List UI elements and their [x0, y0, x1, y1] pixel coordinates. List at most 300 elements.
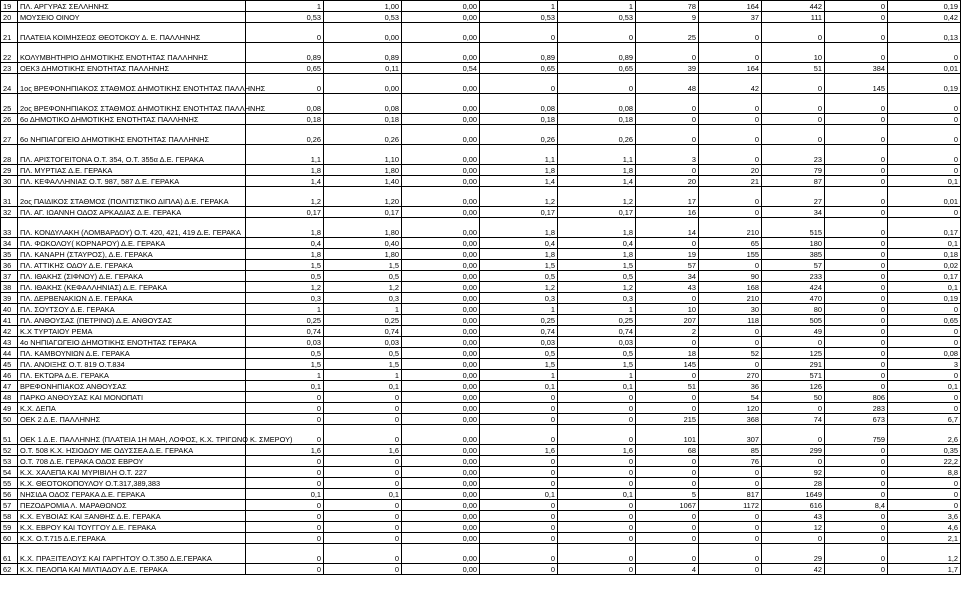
- value-cell: 0,00: [402, 207, 480, 218]
- value-cell: 0: [636, 456, 699, 467]
- table-row: [1, 522, 961, 533]
- location-name: ΝΗΣΙΔΑ ΟΔΟΣ ΓΕΡΑΚΑ Δ.Ε. ΓΕΡΑΚΑ: [18, 489, 246, 500]
- value-cell: 0: [324, 425, 402, 445]
- value-cell: 0: [825, 176, 888, 187]
- value-cell: 34: [762, 207, 825, 218]
- value-cell: 0,3: [480, 293, 558, 304]
- value-cell: 0: [825, 145, 888, 165]
- value-cell: 0: [699, 125, 762, 145]
- table-row: [1, 326, 961, 337]
- value-cell: 0,08: [324, 94, 402, 114]
- value-cell: 0: [636, 43, 699, 63]
- value-cell: 0: [636, 522, 699, 533]
- value-cell: 0,65: [888, 315, 961, 326]
- value-cell: 0: [558, 414, 636, 425]
- value-cell: 21: [699, 176, 762, 187]
- value-cell: 0,1: [324, 381, 402, 392]
- value-cell: 0: [825, 544, 888, 564]
- value-cell: 0: [888, 337, 961, 348]
- table-row: [1, 445, 961, 456]
- value-cell: 90: [699, 271, 762, 282]
- value-cell: 0,00: [402, 337, 480, 348]
- value-cell: 0: [558, 403, 636, 414]
- value-cell: 1: [246, 370, 324, 381]
- value-cell: 0,00: [402, 238, 480, 249]
- value-cell: 0: [246, 425, 324, 445]
- value-cell: 0: [246, 500, 324, 511]
- table-row: [1, 456, 961, 467]
- value-cell: 0,53: [558, 12, 636, 23]
- location-name: ΠΛ. ΑΡΓΥΡΑΣ ΣΕΛΛΗΝΗΣ: [18, 1, 246, 12]
- value-cell: 0,18: [558, 114, 636, 125]
- value-cell: 0: [825, 23, 888, 43]
- value-cell: 20: [699, 165, 762, 176]
- table-row: [1, 478, 961, 489]
- location-name: ΠΕΖΟΔΡΟΜΙΑ Λ. ΜΑΡΑΘΩΝΟΣ: [18, 500, 246, 511]
- location-name: 6ο ΝΗΠΙΑΓΩΓΕΙΟ ΔΗΜΟΤΙΚΗΣ ΕΝΟΤΗΤΑΣ ΠΑΛΛΗΝΗΣ: [18, 125, 246, 145]
- value-cell: 51: [636, 381, 699, 392]
- value-cell: 0,00: [324, 23, 402, 43]
- row-number: 32: [1, 207, 18, 218]
- value-cell: 0: [636, 478, 699, 489]
- value-cell: 10: [762, 43, 825, 63]
- value-cell: 515: [762, 218, 825, 238]
- location-name: 6ο ΔΗΜΟΤΙΚΟ ΔΗΜΟΤΙΚΗΣ ΕΝΟΤΗΤΑΣ ΠΑΛΛΗΝΗΣ: [18, 114, 246, 125]
- value-cell: 0: [699, 207, 762, 218]
- value-cell: 0,5: [480, 348, 558, 359]
- value-cell: 0: [636, 544, 699, 564]
- value-cell: 0: [558, 522, 636, 533]
- value-cell: 0: [324, 544, 402, 564]
- value-cell: 1,6: [480, 445, 558, 456]
- value-cell: 0,00: [402, 456, 480, 467]
- value-cell: 0,19: [888, 1, 961, 12]
- value-cell: 0,53: [480, 12, 558, 23]
- value-cell: 0,00: [402, 74, 480, 94]
- value-cell: 0,3: [246, 293, 324, 304]
- value-cell: 0,00: [402, 425, 480, 445]
- value-cell: 0: [762, 425, 825, 445]
- location-name: Κ.Χ. ΠΡΑΞΙΤΕΛΟΥΣ ΚΑΙ ΓΑΡΓΗΤΟΥ Ο.Τ.350 Δ.Ε.ΓΕΡΑΚΑ: [18, 544, 246, 564]
- row-number: 39: [1, 293, 18, 304]
- row-number: 40: [1, 304, 18, 315]
- value-cell: 1: [480, 1, 558, 12]
- value-cell: 8,4: [825, 500, 888, 511]
- table-row: [1, 63, 961, 74]
- value-cell: 0,1: [888, 238, 961, 249]
- location-name: ΜΟΥΣΕΙΟ ΟΙΝΟΥ: [18, 12, 246, 23]
- value-cell: 1,8: [480, 165, 558, 176]
- value-cell: 0: [888, 370, 961, 381]
- value-cell: 0,03: [558, 337, 636, 348]
- value-cell: 1,80: [324, 165, 402, 176]
- value-cell: 0,00: [402, 370, 480, 381]
- value-cell: 0: [558, 392, 636, 403]
- value-cell: 0,08: [558, 94, 636, 114]
- value-cell: 39: [636, 63, 699, 74]
- value-cell: 0,18: [480, 114, 558, 125]
- value-cell: 0,25: [246, 315, 324, 326]
- row-number: 56: [1, 489, 18, 500]
- value-cell: 0: [246, 392, 324, 403]
- value-cell: 1,8: [480, 218, 558, 238]
- value-cell: 20: [636, 176, 699, 187]
- value-cell: 0,00: [402, 218, 480, 238]
- value-cell: 0,74: [480, 326, 558, 337]
- row-number: 35: [1, 249, 18, 260]
- value-cell: 180: [762, 238, 825, 249]
- value-cell: 0,25: [324, 315, 402, 326]
- value-cell: 0: [888, 392, 961, 403]
- value-cell: 0,74: [558, 326, 636, 337]
- value-cell: 0,3: [558, 293, 636, 304]
- value-cell: 0: [825, 293, 888, 304]
- value-cell: 42: [699, 74, 762, 94]
- value-cell: 1,40: [324, 176, 402, 187]
- value-cell: 27: [762, 187, 825, 207]
- value-cell: 0,00: [402, 1, 480, 12]
- value-cell: 0,1: [480, 489, 558, 500]
- value-cell: 0: [825, 207, 888, 218]
- value-cell: 0: [324, 403, 402, 414]
- value-cell: 0,26: [480, 125, 558, 145]
- value-cell: 1,20: [324, 187, 402, 207]
- value-cell: 0: [699, 260, 762, 271]
- value-cell: 1,5: [246, 359, 324, 370]
- value-cell: 0: [636, 94, 699, 114]
- location-name: ΠΛ. ΚΑΝΑΡΗ (ΣΤΑΥΡΟΣ), Δ.Ε. ΓΕΡΑΚΑ: [18, 249, 246, 260]
- location-name: ΠΛ. ΑΓ. ΙΩΑΝΝΗ ΟΔΟΣ ΑΡΚΑΔΙΑΣ Δ.Ε. ΓΕΡΑΚΑ: [18, 207, 246, 218]
- value-cell: 12: [762, 522, 825, 533]
- value-cell: 291: [762, 359, 825, 370]
- table-row: [1, 165, 961, 176]
- location-name: ΟΕΚ3 ΔΗΜΟΤΙΚΗΣ ΕΝΟΤΗΤΑΣ ΠΑΛΛΗΝΗΣ: [18, 63, 246, 74]
- location-name: Κ.Χ. ΕΥΒΟΙΑΣ ΚΑΙ ΞΑΝΘΗΣ Δ.Ε. ΓΕΡΑΚΑ: [18, 511, 246, 522]
- table-row: [1, 207, 961, 218]
- row-number: 47: [1, 381, 18, 392]
- value-cell: 1: [558, 304, 636, 315]
- value-cell: 0: [246, 533, 324, 544]
- value-cell: 3,6: [888, 511, 961, 522]
- row-number: 48: [1, 392, 18, 403]
- row-number: 23: [1, 63, 18, 74]
- value-cell: 0: [699, 478, 762, 489]
- value-cell: 0: [324, 533, 402, 544]
- value-cell: 0,25: [558, 315, 636, 326]
- value-cell: 0: [558, 425, 636, 445]
- value-cell: 0: [480, 425, 558, 445]
- value-cell: 0: [699, 533, 762, 544]
- value-cell: 0,5: [246, 271, 324, 282]
- value-cell: 0: [825, 238, 888, 249]
- value-cell: 0,03: [324, 337, 402, 348]
- value-cell: 17: [636, 187, 699, 207]
- value-cell: 0,5: [324, 348, 402, 359]
- value-cell: 0: [636, 392, 699, 403]
- value-cell: 1,00: [324, 1, 402, 12]
- value-cell: 0: [246, 403, 324, 414]
- row-number: 30: [1, 176, 18, 187]
- value-cell: 0,08: [480, 94, 558, 114]
- value-cell: 0: [324, 392, 402, 403]
- value-cell: 0: [558, 478, 636, 489]
- value-cell: 120: [699, 403, 762, 414]
- value-cell: 30: [699, 304, 762, 315]
- location-name: ΠΛ. ΕΚΤΩΡΑ Δ.Ε. ΓΕΡΑΚΑ: [18, 370, 246, 381]
- value-cell: 1: [324, 370, 402, 381]
- value-cell: 0,00: [402, 260, 480, 271]
- table-row: [1, 414, 961, 425]
- value-cell: 0: [825, 467, 888, 478]
- value-cell: 0,00: [402, 359, 480, 370]
- value-cell: 0,74: [246, 326, 324, 337]
- row-number: 38: [1, 282, 18, 293]
- value-cell: 0: [762, 114, 825, 125]
- value-cell: 9: [636, 12, 699, 23]
- value-cell: 0: [558, 564, 636, 575]
- value-cell: 0: [246, 414, 324, 425]
- value-cell: 0: [825, 456, 888, 467]
- table-row: [1, 23, 961, 43]
- value-cell: 0: [699, 43, 762, 63]
- value-cell: 0: [324, 564, 402, 575]
- value-cell: 0,01: [888, 63, 961, 74]
- value-cell: 0: [324, 456, 402, 467]
- value-cell: 0: [480, 500, 558, 511]
- value-cell: 0: [825, 249, 888, 260]
- value-cell: 0,00: [402, 533, 480, 544]
- row-number: 54: [1, 467, 18, 478]
- value-cell: 0: [246, 522, 324, 533]
- value-cell: 0: [888, 165, 961, 176]
- value-cell: 470: [762, 293, 825, 304]
- value-cell: 22,2: [888, 456, 961, 467]
- row-number: 62: [1, 564, 18, 575]
- location-name: ΒΡΕΦΟΝΗΠΙΑΚΟΣ ΑΝΘΟΥΣΑΣ: [18, 381, 246, 392]
- value-cell: 0,11: [324, 63, 402, 74]
- value-cell: 0,17: [480, 207, 558, 218]
- value-cell: 0: [699, 359, 762, 370]
- value-cell: 0,65: [246, 63, 324, 74]
- value-cell: 616: [762, 500, 825, 511]
- value-cell: 126: [762, 381, 825, 392]
- value-cell: 817: [699, 489, 762, 500]
- value-cell: 76: [699, 456, 762, 467]
- value-cell: 0,00: [402, 249, 480, 260]
- value-cell: 5: [636, 489, 699, 500]
- value-cell: 19: [636, 249, 699, 260]
- location-name: ΠΛ. ΑΡΙΣΤΟΓΕΙΤΟΝΑ Ο.Τ. 354, Ο.Τ. 355α Δ.Ε. ΓΕΡΑΚΑ: [18, 145, 246, 165]
- value-cell: 0,00: [402, 282, 480, 293]
- location-name: 4ο ΝΗΠΙΑΓΩΓΕΙΟ ΔΗΜΟΤΙΚΗΣ ΕΝΟΤΗΤΑΣ ΓΕΡΑΚΑ: [18, 337, 246, 348]
- location-name: Κ.Χ. ΕΒΡΟΥ ΚΑΙ ΤΟΥΓΓΟΥ Δ.Ε. ΓΕΡΑΚΑ: [18, 522, 246, 533]
- value-cell: 0: [699, 511, 762, 522]
- value-cell: 0,00: [402, 403, 480, 414]
- value-cell: 2,6: [888, 425, 961, 445]
- value-cell: 42: [762, 564, 825, 575]
- table-row: [1, 403, 961, 414]
- value-cell: 57: [762, 260, 825, 271]
- value-cell: 0: [324, 478, 402, 489]
- value-cell: 0: [558, 500, 636, 511]
- location-name: ΠΛ. ΙΘΑΚΗΣ (ΣΙΦΝΟΥ) Δ.Ε. ΓΕΡΑΚΑ: [18, 271, 246, 282]
- value-cell: 0,00: [402, 43, 480, 63]
- value-cell: 0: [825, 381, 888, 392]
- value-cell: 164: [699, 63, 762, 74]
- value-cell: 0,00: [402, 500, 480, 511]
- row-number: 22: [1, 43, 18, 63]
- value-cell: 4,6: [888, 522, 961, 533]
- value-cell: 384: [825, 63, 888, 74]
- location-name: ΠΛ. ΣΟΥΤΣΟΥ Δ.Ε. ΓΕΡΑΚΑ: [18, 304, 246, 315]
- value-cell: 1,5: [558, 260, 636, 271]
- row-number: 49: [1, 403, 18, 414]
- location-name: ΠΛ. ΦΩΚΟΛΟΥ( ΚΟΡΝΑΡΟΥ) Δ.Ε. ΓΕΡΑΚΑ: [18, 238, 246, 249]
- value-cell: 1,1: [558, 145, 636, 165]
- value-cell: 0: [888, 43, 961, 63]
- value-cell: 1,80: [324, 218, 402, 238]
- value-cell: 0: [558, 456, 636, 467]
- value-cell: 0: [699, 94, 762, 114]
- value-cell: 1: [558, 370, 636, 381]
- value-cell: 0,26: [246, 125, 324, 145]
- row-number: 19: [1, 1, 18, 12]
- value-cell: 18: [636, 348, 699, 359]
- location-name: ΠΛ. ΑΝΟΙΞΗΣ Ο.Τ. 819 Ο.Τ.834: [18, 359, 246, 370]
- value-cell: 0: [825, 218, 888, 238]
- value-cell: 78: [636, 1, 699, 12]
- table-row: [1, 249, 961, 260]
- table-row: [1, 359, 961, 370]
- table-row: [1, 511, 961, 522]
- value-cell: 1,1: [480, 145, 558, 165]
- value-cell: 0,00: [402, 392, 480, 403]
- value-cell: 52: [699, 348, 762, 359]
- location-name: Ο.Τ. 708 Δ.Ε. ΓΕΡΑΚΑ ΟΔΟΣ ΕΒΡΟΥ: [18, 456, 246, 467]
- value-cell: 0: [636, 370, 699, 381]
- value-cell: 0,08: [246, 94, 324, 114]
- value-cell: 51: [762, 63, 825, 74]
- value-cell: 0,17: [888, 218, 961, 238]
- row-number: 33: [1, 218, 18, 238]
- value-cell: 1,80: [324, 249, 402, 260]
- value-cell: 50: [762, 392, 825, 403]
- value-cell: 0: [480, 23, 558, 43]
- value-cell: 0,00: [324, 74, 402, 94]
- row-number: 61: [1, 544, 18, 564]
- value-cell: 0: [246, 544, 324, 564]
- value-cell: 1: [246, 304, 324, 315]
- table-row: [1, 74, 961, 94]
- value-cell: 0,65: [480, 63, 558, 74]
- value-cell: 1,5: [246, 260, 324, 271]
- value-cell: 0: [825, 337, 888, 348]
- value-cell: 1,8: [558, 249, 636, 260]
- row-number: 57: [1, 500, 18, 511]
- value-cell: 0,00: [402, 489, 480, 500]
- value-cell: 0: [246, 467, 324, 478]
- value-cell: 0,17: [558, 207, 636, 218]
- value-cell: 0: [825, 282, 888, 293]
- table-row: [1, 370, 961, 381]
- row-number: 46: [1, 370, 18, 381]
- value-cell: 0: [636, 125, 699, 145]
- value-cell: 0: [699, 23, 762, 43]
- value-cell: 0: [825, 478, 888, 489]
- row-number: 44: [1, 348, 18, 359]
- value-cell: 210: [699, 293, 762, 304]
- row-number: 58: [1, 511, 18, 522]
- value-cell: 1172: [699, 500, 762, 511]
- value-cell: 368: [699, 414, 762, 425]
- value-cell: 0: [888, 489, 961, 500]
- value-cell: 0: [699, 564, 762, 575]
- value-cell: 0: [558, 23, 636, 43]
- row-number: 24: [1, 74, 18, 94]
- value-cell: 0,00: [402, 564, 480, 575]
- value-cell: 57: [636, 260, 699, 271]
- table-row: [1, 218, 961, 238]
- value-cell: 0: [636, 114, 699, 125]
- row-number: 59: [1, 522, 18, 533]
- value-cell: 442: [762, 1, 825, 12]
- value-cell: 759: [825, 425, 888, 445]
- value-cell: 210: [699, 218, 762, 238]
- value-cell: 0: [636, 533, 699, 544]
- value-cell: 0,1: [324, 489, 402, 500]
- value-cell: 1,5: [558, 359, 636, 370]
- value-cell: 1,4: [558, 176, 636, 187]
- table-row: [1, 425, 961, 445]
- value-cell: 0: [825, 489, 888, 500]
- value-cell: 34: [636, 271, 699, 282]
- value-cell: 0,42: [888, 12, 961, 23]
- row-number: 42: [1, 326, 18, 337]
- value-cell: 0: [246, 478, 324, 489]
- value-cell: 0,1: [246, 381, 324, 392]
- value-cell: 0,08: [888, 348, 961, 359]
- value-cell: 37: [699, 12, 762, 23]
- value-cell: 673: [825, 414, 888, 425]
- value-cell: 0: [825, 165, 888, 176]
- value-cell: 1,8: [558, 218, 636, 238]
- row-number: 45: [1, 359, 18, 370]
- value-cell: 0,26: [558, 125, 636, 145]
- value-cell: 28: [762, 478, 825, 489]
- value-cell: 0,03: [480, 337, 558, 348]
- value-cell: 0,17: [246, 207, 324, 218]
- value-cell: 0: [699, 187, 762, 207]
- value-cell: 0: [825, 533, 888, 544]
- value-cell: 65: [699, 238, 762, 249]
- value-cell: 0,00: [402, 445, 480, 456]
- value-cell: 0: [762, 456, 825, 467]
- value-cell: 1,5: [324, 260, 402, 271]
- value-cell: 0: [825, 304, 888, 315]
- value-cell: 0: [246, 74, 324, 94]
- value-cell: 0: [825, 260, 888, 271]
- value-cell: 145: [825, 74, 888, 94]
- value-cell: 49: [762, 326, 825, 337]
- value-cell: 0,35: [888, 445, 961, 456]
- value-cell: 1,6: [558, 445, 636, 456]
- value-cell: 1,2: [246, 187, 324, 207]
- location-name: ΚΟΛΥΜΒΗΤΗΡΙΟ ΔΗΜΟΤΙΚΗΣ ΕΝΟΤΗΤΑΣ ΠΑΛΛΗΝΗΣ: [18, 43, 246, 63]
- value-cell: 0: [558, 511, 636, 522]
- value-cell: 0: [888, 403, 961, 414]
- value-cell: 0: [888, 207, 961, 218]
- value-cell: 0,74: [324, 326, 402, 337]
